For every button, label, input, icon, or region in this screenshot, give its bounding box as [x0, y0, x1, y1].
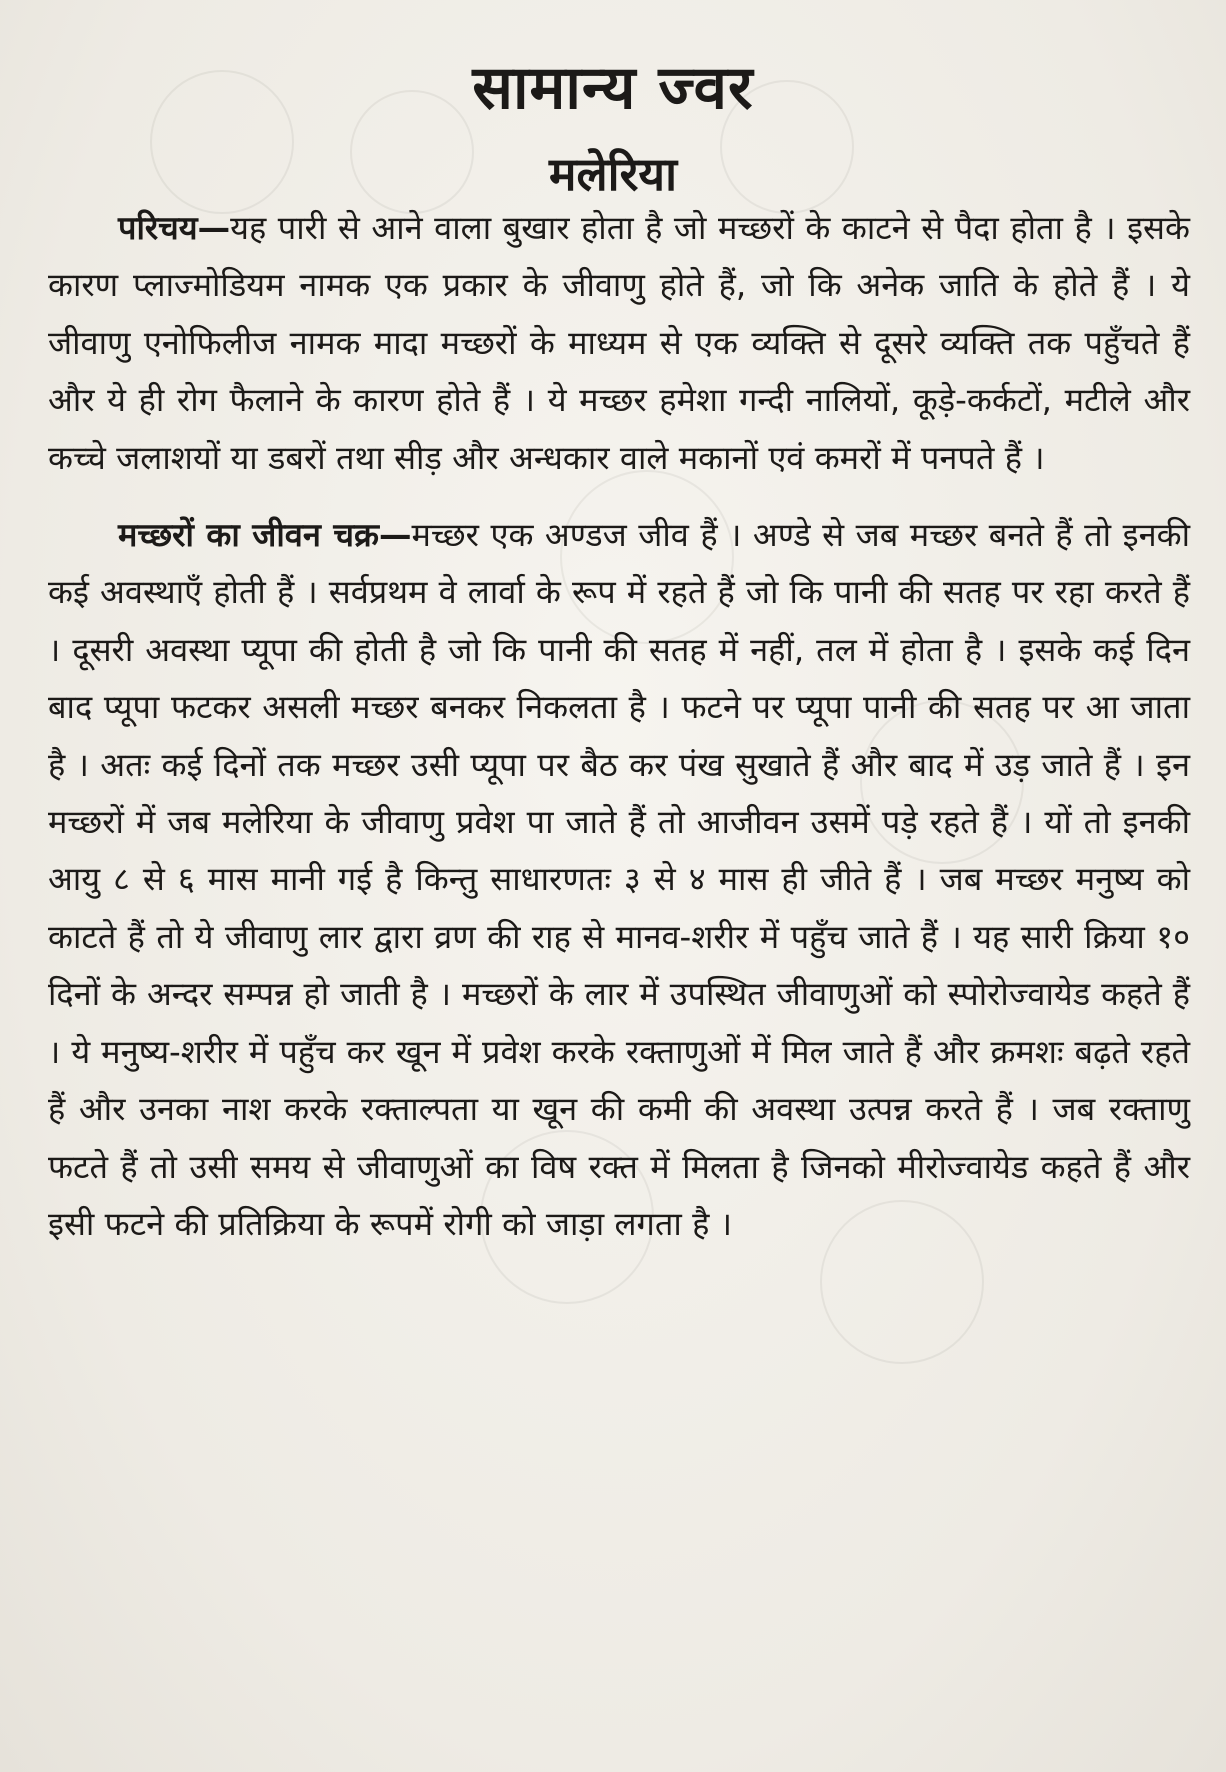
paragraph-life-cycle: [48, 507, 1190, 1253]
page-title: सामान्य ज्वर: [472, 53, 754, 123]
paragraph-heading: मच्छरों का जीवन चक्र—: [118, 516, 412, 555]
paragraph-heading: परिचय—: [118, 209, 231, 247]
paragraph-introduction: [48, 200, 1190, 487]
page-subtitle: मलेरिया: [548, 147, 678, 201]
paragraph-text: मच्छर एक अण्डज जीव हैं । अण्डे से जब मच्छर बनते हैं तो इनकी कई अवस्थाएँ होती हैं । सर्वप्रथम वे लार्वा के रूप में रहते हैं जो कि पानी की सतह पर रहा करते हैं । दूसरी अवस्था प्यूपा की होती है जो कि पानी की सतह में नहीं, तल में होता है । इसके कई दिन बाद प्यूपा फटकर असली मच्छर बनकर निकलता है । फटने पर प्यूपा पानी की सतह पर आ जाता है । अतः कई दिनों तक मच्छर उसी प्यूपा पर बैठ कर पंख सुखाते हैं और बाद में उड़ जाते हैं । इन मच्छरों में जब मलेरिया के जीवाणु प्रवेश पा जाते हैं तो आजीवन उसमें पड़े रहते हैं । यों तो इनकी आयु ८ से ६ मास मानी गई है किन्तु साधारणतः ३ से ४ मास ही जीते हैं । जब मच्छर मनुष्य को काटते हैं तो ये जीवाणु लार द्वारा व्रण की राह से मानव-शरीर में पहुँच जाते हैं । यह सारी क्रिया १० दिनों के अन्दर सम्पन्न हो जाती है । मच्छरों के लार में उपस्थित जीवाणुओं को स्पोरोज्वायेड कहते हैं । ये मनुष्य-शरीर में पहुँच कर खून में प्रवेश करके रक्ताणुओं में मिल जाते हैं और क्रमशः बढ़ते रहते हैं और उनका नाश करके रक्ताल्पता या खून की कमी की अवस्था उत्पन्न करते हैं । जब रक्ताणु फटते हैं तो उसी समय से जीवाणुओं का विष रक्त में मिलता है जिनको मीरोज्वायेड कहते हैं और इसी फटने की प्रतिक्रिया के रूपमें रोगी को जाड़ा लगता है ।: [48, 516, 1190, 1243]
body-text: [48, 200, 1190, 1253]
paragraph-text: यह पारी से आने वाला बुखार होता है जो मच्छरों के काटने से पैदा होता है । इसके कारण प्लाज्मोडियम नामक एक प्रकार के जीवाणु होते हैं, जो कि अनेक जाति के होते हैं । ये जीवाणु एनोफिलीज नामक मादा मच्छरों के माध्यम से एक व्यक्ति से दूसरे व्यक्ति तक पहुँचते हैं और ये ही रोग फैलाने के कारण होते हैं । ये मच्छर हमेशा गन्दी नालियों, कूड़े-कर्कटों, मटीले और कच्चे जलाशयों या डबरों तथा सीड़ और अन्धकार वाले मकानों एवं कमरों में पनपते हैं ।: [48, 209, 1190, 477]
